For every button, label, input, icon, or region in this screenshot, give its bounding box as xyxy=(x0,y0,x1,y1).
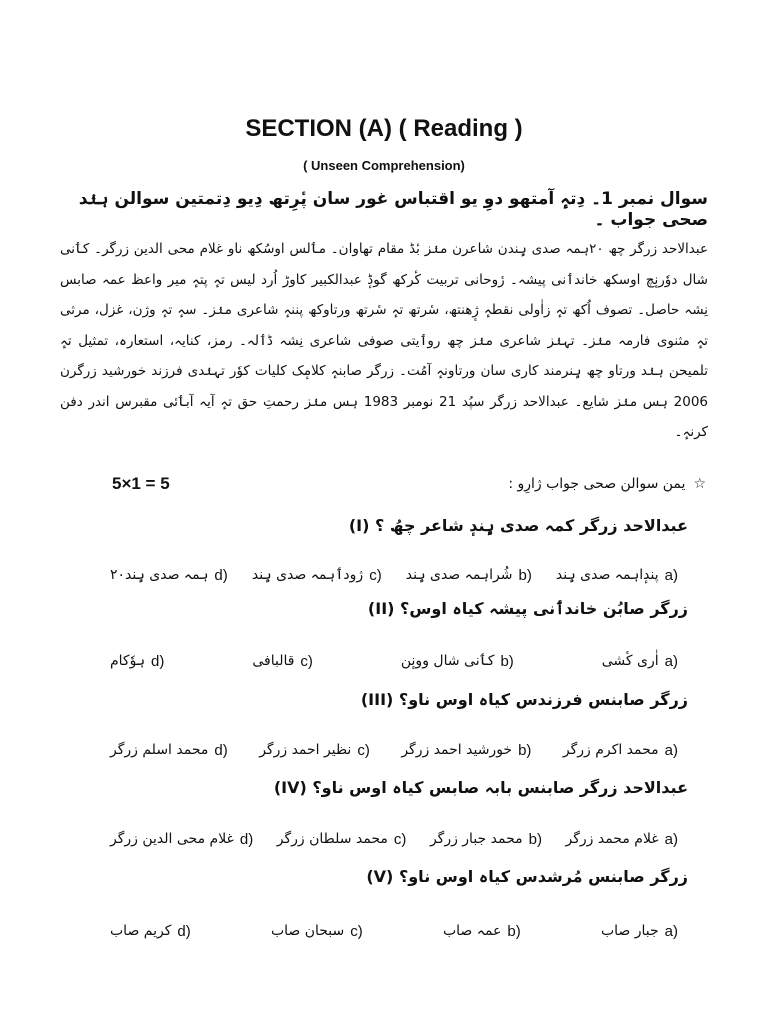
question-4 xyxy=(274,778,688,797)
section-title: SECTION (A) ( Reading ) xyxy=(245,115,523,142)
option-letter: a) xyxy=(664,830,678,848)
question-text: زرگر صابُن خاندٲنی پیشہ کیاہ اوس؟ xyxy=(400,599,688,618)
option-letter: d) xyxy=(177,922,191,940)
options-5 xyxy=(110,918,678,944)
star-icon: ☆ xyxy=(693,476,706,492)
option-c[interactable] xyxy=(277,826,407,852)
option-text: قالبافی xyxy=(252,653,295,669)
question-number: (V) xyxy=(366,867,394,886)
option-letter: a) xyxy=(664,652,678,670)
reading-passage: عبدالاحد زرگر چھ ۲۰ہمہ صدی ہٕندن شاعرن منٛز بٔڈ مقام تھاوان۔ مٲلس اوسُکھ ناو غلام محی الدین زرگر۔ کٲنی شال دوٗرنٕچ اوسکھ خاندٲنی پیشہ۔ رٔوحانی تربیت کٔرکھ گوڈٕ عبدالکبیر کاوڑ اُرد لیس تہٕ پتہٕ میر واعظ عمہ صابس نِشہ حاصل۔ تصوف اُکھ تہٕ زاٰولی نقطہٕ ژٕھنتھ، سٔرتھ تہٕ سٔرتھ ورتاوکھ پننہٕ شاعری منٛز۔ سہٕ تہٕ وژن، غزل، مرثی تہٕ مثنوی فارمہ منٛز۔ تہنٛز شاعری منٛز چھ روٲیتی صوفی شاعری نِشہ ڈٲلہ۔ رمز، کنایہ، استعارہ، تمثیل تہٕ تلمیحن ہنٛد ورتاو چھ ہٕنرمند کاری سان ورتاونہٕ آمُت۔ زرگر صابنہٕ کلامٕک کلیات کوٗر تہنٛدی فرزند خورشید زرگرن 2006 ہس منٛز شایع۔ عبدالاحد زرگر سپُد 21 نومبر 1983 ہس منٛز رحمتِ حق تہٕ آیہ آبٲئی مقبرس اندر دفن کرنہٕ۔ xyxy=(60,241,708,440)
question-text: زرگر صابنس مُرشدس کیاہ اوس ناو؟ xyxy=(398,867,688,886)
option-b[interactable] xyxy=(401,648,514,674)
option-text: کٲنی شال وونٕن xyxy=(400,653,495,669)
option-text: محمد اسلم زرگر xyxy=(110,742,209,758)
option-b[interactable] xyxy=(430,826,542,852)
option-text: شُراہمہ صدی ہٕند xyxy=(405,567,513,583)
option-a[interactable] xyxy=(566,826,678,852)
section-subtitle: ( Unseen Comprehension) xyxy=(303,158,465,173)
option-c[interactable] xyxy=(271,918,363,944)
option-letter: b) xyxy=(518,741,532,759)
option-text: کریم صاب xyxy=(110,923,172,939)
option-letter: c) xyxy=(369,566,382,584)
answer-instruction-text: یمن سوالن صحی جواب ژارِو : xyxy=(508,476,686,492)
option-letter: c) xyxy=(300,652,313,670)
options-2 xyxy=(110,648,678,674)
option-text: محمد جبار زرگر xyxy=(429,831,523,847)
option-a[interactable] xyxy=(602,648,678,674)
option-letter: c) xyxy=(393,830,407,848)
option-text: خورشید احمد زرگر xyxy=(401,742,513,758)
option-letter: a) xyxy=(664,566,678,584)
options-4 xyxy=(110,826,678,852)
option-b[interactable] xyxy=(401,737,531,763)
answer-instruction xyxy=(508,476,706,492)
option-letter: c) xyxy=(350,922,363,940)
option-text: سبحان صاب xyxy=(270,923,345,939)
option-d[interactable] xyxy=(110,737,228,763)
question-instruction: سوال نمبر 1۔ دِتہٕ آمتھو دوِ یو اقتباس غور سان پٔرِتھ دِیو دِتمتین سوالن ہنٛد صحی جواب ۔ xyxy=(78,189,708,230)
option-letter: b) xyxy=(528,830,542,848)
question-text: عبدالاحد زرگر صابنس بابہ صابس کیاہ اوس ناو؟ xyxy=(312,778,688,797)
marks-label: 5×1 = 5 xyxy=(112,474,170,493)
option-b[interactable] xyxy=(406,562,532,588)
option-text: ہوٗکام xyxy=(110,653,146,669)
option-letter: a) xyxy=(664,741,678,759)
option-text: اٰری کٔشی xyxy=(601,653,659,669)
option-text: ۲۰ہمہ صدی ہٕند xyxy=(110,567,209,583)
option-letter: b) xyxy=(500,652,514,670)
question-text: زرگر صابنس فرزندس کیاہ اوس ناو؟ xyxy=(398,690,688,709)
question-number: (II) xyxy=(367,599,395,618)
marks-row xyxy=(0,474,768,500)
options-1 xyxy=(110,562,678,588)
option-letter: d) xyxy=(214,566,228,584)
option-letter: a) xyxy=(664,922,678,940)
option-text: جبار صاب xyxy=(600,923,659,939)
option-text: غلام محمد زرگر xyxy=(565,831,659,847)
option-letter: d) xyxy=(151,652,165,670)
option-letter: c) xyxy=(357,741,370,759)
option-letter: d) xyxy=(214,741,228,759)
option-a[interactable] xyxy=(601,918,678,944)
option-c[interactable] xyxy=(252,562,382,588)
question-3 xyxy=(361,690,688,709)
option-text: محمد سلطان زرگر xyxy=(276,831,388,847)
option-text: عمہ صاب xyxy=(442,923,502,939)
option-text: ژودٲہمہ صدی ہٕند xyxy=(251,567,364,583)
option-text: پندٕاہمہ صدی ہٕند xyxy=(555,567,659,583)
option-d[interactable] xyxy=(110,826,253,852)
option-text: غلام محی الدین زرگر xyxy=(110,831,234,847)
option-b[interactable] xyxy=(443,918,521,944)
question-5 xyxy=(366,867,688,886)
option-letter: b) xyxy=(507,922,521,940)
option-d[interactable] xyxy=(110,918,191,944)
option-text: نظیر احمد زرگر xyxy=(259,742,352,758)
question-2 xyxy=(368,599,688,618)
option-c[interactable] xyxy=(252,648,313,674)
option-d[interactable] xyxy=(110,648,164,674)
question-text: عبدالاحد زرگر کمہ صدی ہٕندٕ شاعر چھُ ؟ xyxy=(375,516,688,535)
options-3 xyxy=(110,737,678,763)
option-letter: b) xyxy=(518,566,532,584)
question-number: (III) xyxy=(360,690,394,709)
question-number: (I) xyxy=(348,516,370,535)
option-d[interactable] xyxy=(110,562,228,588)
option-c[interactable] xyxy=(259,737,370,763)
option-a[interactable] xyxy=(556,562,678,588)
question-number: (IV) xyxy=(273,778,307,797)
option-a[interactable] xyxy=(563,737,678,763)
question-1 xyxy=(349,516,688,535)
option-letter: d) xyxy=(239,830,254,848)
option-text: محمد اکرم زرگر xyxy=(562,742,659,758)
